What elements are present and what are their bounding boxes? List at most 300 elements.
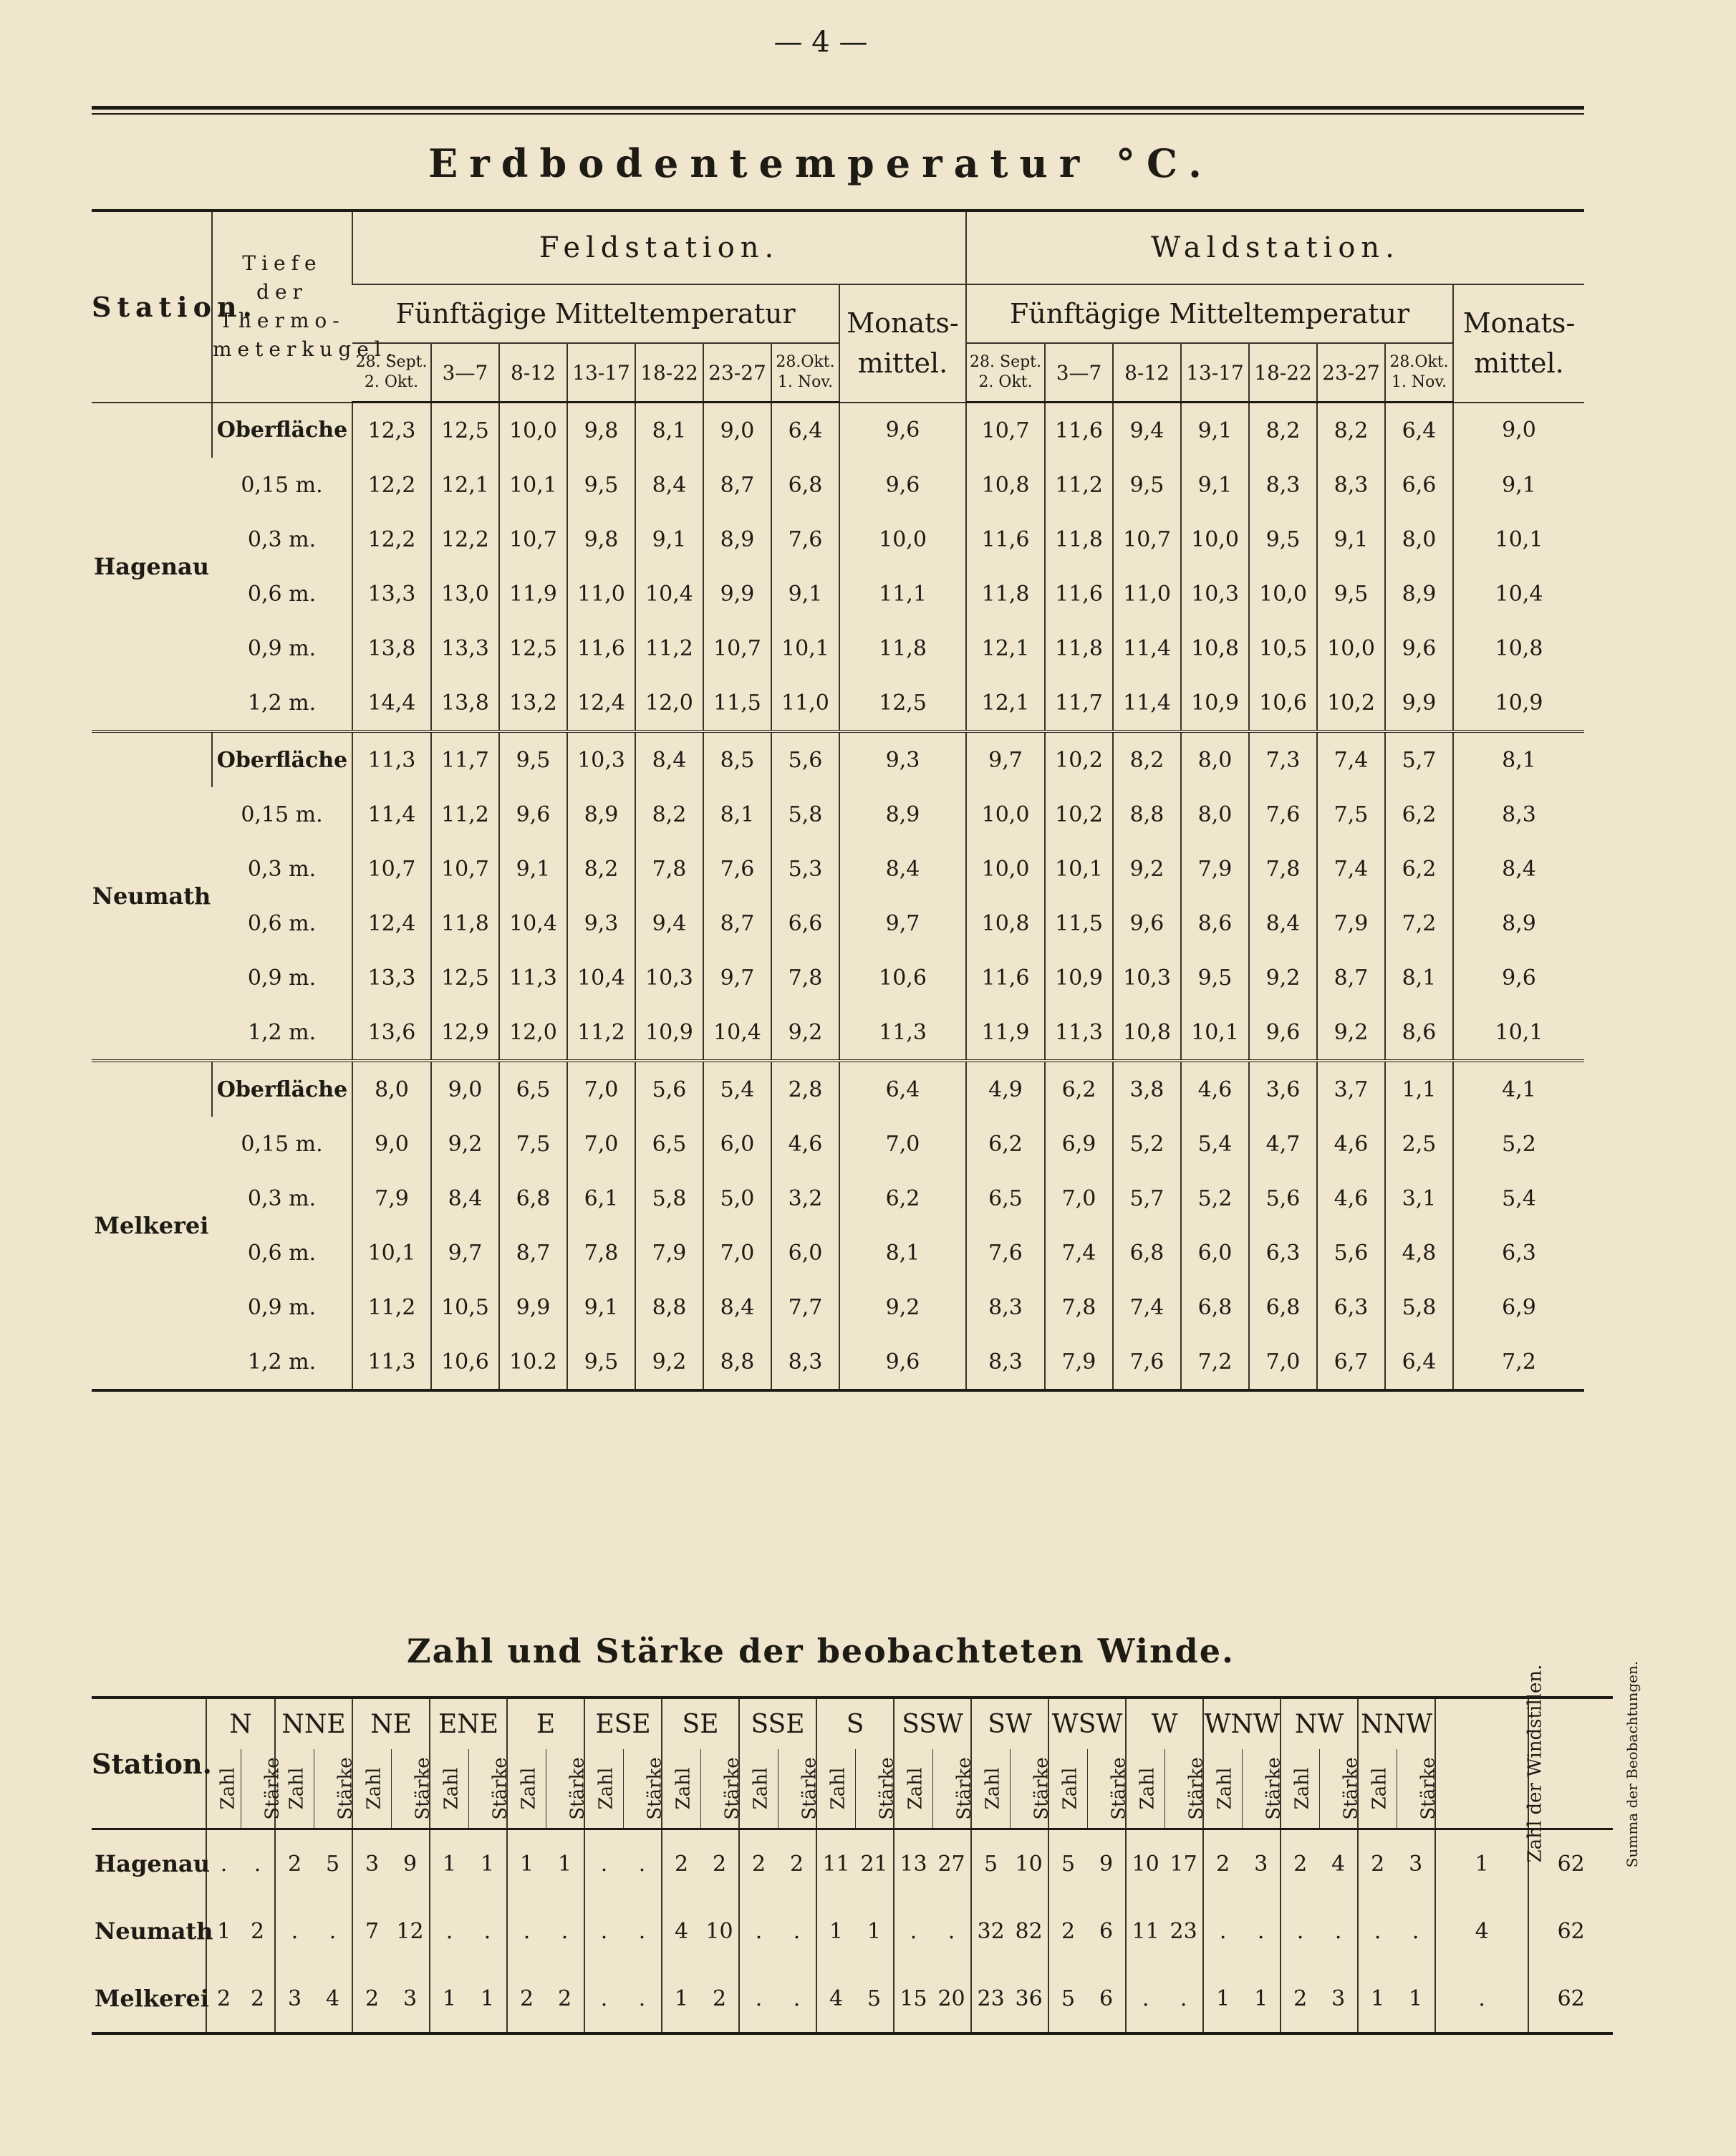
wind-value-cell: .: [1203, 1897, 1242, 1965]
wind-direction-header: ENE: [430, 1698, 507, 1749]
soil-table-row: [92, 951, 1584, 1005]
period-header: 28. Sept. 2. Okt.: [966, 343, 1045, 403]
feld-temperature-cell: 12,3: [352, 403, 431, 458]
depth-label: Oberfläche: [212, 731, 352, 787]
wind-value-cell: 7: [352, 1897, 391, 1965]
feld-temperature-cell: 13,3: [431, 621, 499, 675]
feld-monthly-mean-cell: 9,6: [839, 458, 966, 512]
wind-value-cell: .: [894, 1897, 932, 1965]
feld-monthly-mean-cell: 10,6: [839, 951, 966, 1005]
wald-temperature-cell: 10,0: [966, 842, 1045, 896]
wind-value-cell: 23: [1170, 1918, 1197, 1944]
wind-value-cell: 9: [402, 1851, 418, 1877]
feld-temperature-cell: 7,0: [703, 1226, 771, 1280]
depth-label: 0,6 m.: [247, 1240, 317, 1266]
winds-table-body: [92, 1829, 1613, 2034]
wind-value-cell: .: [584, 1897, 623, 1965]
wald-temperature-cell: 9,6: [1113, 896, 1181, 951]
wind-staerke-subheader: [1242, 1749, 1285, 1829]
feld-temperature-cell: 9,0: [703, 403, 771, 458]
period-header: 18-22: [1249, 343, 1317, 403]
wald-temperature-cell: 10,8: [966, 896, 1045, 951]
wind-zahl-subheader: [662, 1749, 700, 1829]
depth-label: 0,15 m.: [241, 1131, 323, 1157]
wald-temperature-cell: 6,4: [1385, 1334, 1453, 1390]
wind-value-cell: 2: [712, 1851, 727, 1877]
wald-monthly-mean-cell: 10,4: [1453, 567, 1584, 621]
feld-temperature-cell: 6,6: [771, 896, 839, 951]
wald-temperature-cell: 1,1: [1385, 1061, 1453, 1117]
wind-value-cell: 5: [1048, 1829, 1087, 1898]
wind-value-cell: 1: [1254, 1986, 1268, 2011]
wald-temperature-cell: 4,9: [966, 1061, 1045, 1117]
wind-zahl-subheader: [352, 1749, 391, 1829]
feld-temperature-cell: 6,0: [703, 1117, 771, 1171]
wind-zahl-label: Zahl: [1059, 1767, 1081, 1810]
wind-zahl-subheader: [971, 1749, 1010, 1829]
wald-temperature-cell: 3,6: [1249, 1061, 1317, 1117]
wind-value-cell: .: [638, 1918, 646, 1944]
depth-label: 0,15 m.: [241, 802, 323, 827]
wald-monthly-mean-cell: 9,0: [1453, 403, 1584, 458]
feld-temperature-cell: 10,9: [635, 1005, 703, 1061]
wind-value-cell: 1: [1409, 1986, 1423, 2011]
feld-temperature-cell: 7,9: [352, 1171, 431, 1226]
depth-label: Oberfläche: [212, 1061, 352, 1117]
wind-value-cell: 1: [480, 1851, 495, 1877]
feld-temperature-cell: 11,2: [431, 787, 499, 842]
depth-label: 0,3 m.: [247, 1185, 317, 1211]
soil-table-row: [92, 842, 1584, 896]
soil-table-row: [92, 1171, 1584, 1226]
feld-temperature-cell: 10,1: [771, 621, 839, 675]
wind-value-cell: .: [638, 1851, 646, 1877]
wind-zahl-subheader: [1048, 1749, 1087, 1829]
feld-temperature-cell: 10,7: [431, 842, 499, 896]
feld-temperature-cell: 6,5: [499, 1061, 567, 1117]
feld-temperature-cell: 7,8: [567, 1226, 635, 1280]
winds-title: Zahl und Stärke der beobachteten Winde.: [407, 1632, 1235, 1670]
wald-temperature-cell: 7,2: [1385, 896, 1453, 951]
wald-monthly-mean-cell: 6,9: [1453, 1280, 1584, 1334]
wind-direction-header: ESE: [584, 1698, 662, 1749]
wald-temperature-cell: 10,0: [1181, 512, 1249, 567]
feld-temperature-cell: 8,1: [635, 403, 703, 458]
wald-monthly-mean-cell: 4,1: [1453, 1061, 1584, 1117]
feld-temperature-cell: 13,8: [352, 621, 431, 675]
feld-temperature-cell: 8,7: [499, 1226, 567, 1280]
soil-table-row: [92, 567, 1584, 621]
wind-zahl-label: Zahl: [286, 1767, 308, 1810]
wind-zahl-label: Zahl: [1369, 1767, 1391, 1810]
wald-temperature-cell: 10,0: [966, 787, 1045, 842]
period-header: 13-17: [1181, 343, 1249, 403]
wald-temperature-cell: 10,0: [1249, 567, 1317, 621]
wind-zahl-subheader: [816, 1749, 855, 1829]
wald-temperature-cell: 4,6: [1317, 1171, 1385, 1226]
feld-monthly-mean-cell: 8,9: [839, 787, 966, 842]
wind-value-cell: .: [947, 1918, 955, 1944]
feld-temperature-cell: 13,8: [431, 675, 499, 731]
wind-value-cell: 4: [325, 1986, 340, 2011]
wald-monthly-header: Monats- mittel.: [1453, 284, 1584, 403]
wind-value-cell: 1: [430, 1965, 468, 2034]
wald-temperature-cell: 9,2: [1113, 842, 1181, 896]
wald-temperature-cell: 6,2: [1045, 1061, 1113, 1117]
wind-staerke-subheader: [468, 1749, 511, 1829]
wind-value-cell: 2: [275, 1829, 314, 1898]
wald-temperature-cell: 7,6: [966, 1226, 1045, 1280]
wind-value-cell: 36: [1015, 1986, 1043, 2011]
wind-value-cell: 1: [480, 1986, 495, 2011]
soil-table-row: [92, 1061, 1584, 1117]
feld-temperature-cell: 11,8: [431, 896, 499, 951]
feld-temperature-cell: 9,2: [771, 1005, 839, 1061]
wald-monthly-mean-cell: 6,3: [1453, 1226, 1584, 1280]
feld-temperature-cell: 10.2: [499, 1334, 567, 1390]
depth-label: 0,6 m.: [247, 581, 317, 607]
wald-temperature-cell: 11,6: [966, 512, 1045, 567]
wind-value-cell: 1: [206, 1897, 241, 1965]
wald-temperature-cell: 10,9: [1045, 951, 1113, 1005]
soil-table-row: [92, 896, 1584, 951]
feld-temperature-cell: 3,2: [771, 1171, 839, 1226]
soil-table-row: [92, 1226, 1584, 1280]
feld-temperature-cell: 12,4: [352, 896, 431, 951]
wald-monthly-mean-cell: 5,2: [1453, 1117, 1584, 1171]
wald-temperature-cell: 10,2: [1317, 675, 1385, 731]
wind-value-cell: 2: [1048, 1897, 1087, 1965]
wald-temperature-cell: 3,7: [1317, 1061, 1385, 1117]
wind-staerke-subheader: [1087, 1749, 1130, 1829]
wind-calm-cell: 1: [1435, 1829, 1528, 1898]
wind-value-cell: 2: [712, 1986, 727, 2011]
wald-temperature-cell: 7,4: [1113, 1280, 1181, 1334]
wald-monthly-mean-cell: 8,1: [1453, 731, 1584, 787]
feld-temperature-cell: 11,0: [771, 675, 839, 731]
feld-temperature-cell: 9,1: [499, 842, 567, 896]
wind-direction-header: NE: [352, 1698, 430, 1749]
wind-value-cell: 32: [971, 1897, 1010, 1965]
wald-temperature-cell: 9,5: [1249, 512, 1317, 567]
feld-temperature-cell: 9,5: [499, 731, 567, 787]
wald-temperature-cell: 8,0: [1181, 787, 1249, 842]
wind-zahl-label: Zahl: [672, 1767, 695, 1810]
wind-value-cell: 21: [860, 1851, 888, 1877]
wald-temperature-cell: 6,8: [1181, 1280, 1249, 1334]
wald-monthly-mean-cell: 8,3: [1453, 787, 1584, 842]
wald-temperature-cell: 7,8: [1249, 842, 1317, 896]
wald-temperature-cell: 5,2: [1181, 1171, 1249, 1226]
feld-monthly-mean-cell: 6,4: [839, 1061, 966, 1117]
wald-monthly-mean-cell: 8,4: [1453, 842, 1584, 896]
wind-value-cell: 1: [507, 1829, 546, 1898]
wald-temperature-cell: 6,2: [966, 1117, 1045, 1171]
feld-temperature-cell: 12,2: [352, 512, 431, 567]
wind-staerke-label: Stärke: [412, 1757, 434, 1820]
feld-temperature-cell: 11,3: [352, 731, 431, 787]
feld-temperature-cell: 11,6: [567, 621, 635, 675]
wind-table-row: [92, 1829, 1613, 1898]
wald-temperature-cell: 9,1: [1181, 403, 1249, 458]
wald-monthly-mean-cell: 8,9: [1453, 896, 1584, 951]
wind-calm-label: Zahl der Windstillen.: [1524, 1664, 1546, 1863]
feld-temperature-cell: 8,3: [771, 1334, 839, 1390]
feld-temperature-cell: 8,4: [635, 458, 703, 512]
feld-temperature-cell: 10,7: [499, 512, 567, 567]
wind-value-cell: .: [1334, 1918, 1342, 1944]
wind-zahl-label: Zahl: [827, 1767, 849, 1810]
feld-temperature-cell: 9,1: [771, 567, 839, 621]
wind-value-cell: .: [275, 1897, 314, 1965]
feld-temperature-cell: 7,5: [499, 1117, 567, 1171]
wald-temperature-cell: 11,6: [966, 951, 1045, 1005]
feld-temperature-cell: 8,8: [703, 1334, 771, 1390]
period-header: 28.Okt. 1. Nov.: [771, 343, 839, 403]
depth-label: 0,6 m.: [247, 910, 317, 936]
waldstation-header: Waldstation.: [966, 211, 1584, 284]
depth-label: 0,9 m.: [247, 1294, 317, 1320]
wald-temperature-cell: 10,8: [966, 458, 1045, 512]
feld-temperature-cell: 10,3: [567, 731, 635, 787]
depth-label: 1,2 m.: [212, 675, 352, 731]
wind-value-cell: 5: [971, 1829, 1010, 1898]
soil-table-row: [92, 787, 1584, 842]
wald-temperature-cell: 6,3: [1317, 1280, 1385, 1334]
feld-temperature-cell: 8,7: [703, 458, 771, 512]
wald-temperature-cell: 12,1: [966, 675, 1045, 731]
wind-value-cell: .: [483, 1918, 491, 1944]
feld-temperature-cell: 8,2: [567, 842, 635, 896]
wald-temperature-cell: 6,4: [1385, 403, 1453, 458]
wind-staerke-subheader: [932, 1749, 975, 1829]
period-header: 23-27: [1317, 343, 1385, 403]
wind-value-cell: 2: [662, 1829, 700, 1898]
wald-temperature-cell: 10,9: [1181, 675, 1249, 731]
wind-staerke-label: Stärke: [721, 1757, 743, 1820]
wald-temperature-cell: 11,8: [1045, 621, 1113, 675]
wind-zahl-subheader: [894, 1749, 932, 1829]
wind-value-cell: .: [1126, 1965, 1164, 2034]
wald-temperature-cell: 11,5: [1045, 896, 1113, 951]
period-header: 28. Sept. 2. Okt.: [352, 343, 431, 403]
wind-value-cell: 2: [1281, 1829, 1319, 1898]
wind-total-cell: 62: [1528, 1897, 1613, 1965]
feld-temperature-cell: 9,9: [703, 567, 771, 621]
feld-temperature-cell: 8,0: [352, 1061, 431, 1117]
wind-staerke-subheader: [778, 1749, 821, 1829]
wind-value-cell: 13: [894, 1829, 932, 1898]
feld-temperature-cell: 7,9: [635, 1226, 703, 1280]
feld-monthly-mean-cell: 11,8: [839, 621, 966, 675]
page-number: — 4 —: [773, 26, 868, 59]
wind-direction-header: W: [1126, 1698, 1203, 1749]
wind-zahl-subheader: [507, 1749, 546, 1829]
wind-staerke-label: Stärke: [1263, 1757, 1285, 1820]
wald-temperature-cell: 8,0: [1385, 512, 1453, 567]
wind-value-cell: 82: [1015, 1918, 1043, 1944]
wind-zahl-subheader: [1358, 1749, 1397, 1829]
feld-temperature-cell: 13,3: [352, 951, 431, 1005]
depth-label: 1,2 m.: [212, 1005, 352, 1061]
wald-temperature-cell: 8,3: [966, 1280, 1045, 1334]
wald-temperature-cell: 2,5: [1385, 1117, 1453, 1171]
wald-temperature-cell: 7,4: [1045, 1226, 1113, 1280]
wald-temperature-cell: 11,8: [1045, 512, 1113, 567]
top-rule: [92, 106, 1584, 110]
wald-temperature-cell: 8,3: [1249, 458, 1317, 512]
wind-staerke-subheader: [314, 1749, 357, 1829]
wind-zahl-subheader: [1203, 1749, 1242, 1829]
wald-temperature-cell: 7,2: [1181, 1334, 1249, 1390]
wald-temperature-cell: 8,8: [1113, 787, 1181, 842]
feld-temperature-cell: 9,0: [352, 1117, 431, 1171]
wald-temperature-cell: 10,6: [1249, 675, 1317, 731]
wald-monthly-mean-cell: 9,1: [1453, 458, 1584, 512]
feld-temperature-cell: 5,4: [703, 1061, 771, 1117]
wald-temperature-cell: 11,4: [1113, 621, 1181, 675]
wind-staerke-subheader: [700, 1749, 743, 1829]
wind-table-row: [92, 1897, 1613, 1965]
wald-temperature-cell: 8,6: [1385, 1005, 1453, 1061]
wald-temperature-cell: 10,7: [966, 403, 1045, 458]
wald-temperature-cell: 6,2: [1385, 842, 1453, 896]
wald-temperature-cell: 9,1: [1317, 512, 1385, 567]
wind-staerke-label: Stärke: [953, 1757, 975, 1820]
period-header: 8-12: [499, 343, 567, 403]
feld-five-day-header: Fünftägige Mitteltemperatur: [352, 284, 839, 343]
feld-temperature-cell: 8,9: [567, 787, 635, 842]
soil-table-row: [92, 1117, 1584, 1171]
wind-staerke-label: Stärke: [261, 1757, 284, 1820]
feld-temperature-cell: 5,3: [771, 842, 839, 896]
feld-temperature-cell: 11,2: [635, 621, 703, 675]
feld-temperature-cell: 12,5: [431, 951, 499, 1005]
wald-temperature-cell: 4,6: [1317, 1117, 1385, 1171]
feld-monthly-mean-cell: 9,7: [839, 896, 966, 951]
soil-temperature-table: [92, 209, 1584, 1392]
wind-staerke-subheader: [1164, 1749, 1207, 1829]
wald-temperature-cell: 11,6: [1045, 567, 1113, 621]
wind-value-cell: 10: [1015, 1851, 1043, 1877]
depth-label: 0,3 m.: [247, 526, 317, 552]
feld-temperature-cell: 9,0: [431, 1061, 499, 1117]
wind-value-cell: 27: [937, 1851, 965, 1877]
wind-value-cell: 1: [430, 1829, 468, 1898]
period-header: 3—7: [1045, 343, 1113, 403]
wald-temperature-cell: 10,7: [1113, 512, 1181, 567]
period-header: 13-17: [567, 343, 635, 403]
feld-temperature-cell: 7,6: [771, 512, 839, 567]
feld-temperature-cell: 12,1: [431, 458, 499, 512]
wald-temperature-cell: 8,1: [1385, 951, 1453, 1005]
wald-monthly-mean-cell: 10,1: [1453, 512, 1584, 567]
wald-temperature-cell: 9,4: [1113, 403, 1181, 458]
wald-temperature-cell: 4,7: [1249, 1117, 1317, 1171]
wind-zahl-label: Zahl: [363, 1767, 385, 1810]
feld-monthly-mean-cell: 11,3: [839, 1005, 966, 1061]
wald-temperature-cell: 5,7: [1385, 731, 1453, 787]
feld-temperature-cell: 11,3: [499, 951, 567, 1005]
feld-temperature-cell: 13,6: [352, 1005, 431, 1061]
feld-temperature-cell: 9,2: [635, 1334, 703, 1390]
wald-temperature-cell: 8,3: [1317, 458, 1385, 512]
feld-temperature-cell: 11,0: [567, 567, 635, 621]
feld-temperature-cell: 9,4: [635, 896, 703, 951]
wald-monthly-mean-cell: 5,4: [1453, 1171, 1584, 1226]
wald-temperature-cell: 7,4: [1317, 731, 1385, 787]
feld-temperature-cell: 12,0: [635, 675, 703, 731]
wald-temperature-cell: 8,7: [1317, 951, 1385, 1005]
wind-value-cell: 9: [1099, 1851, 1114, 1877]
wald-temperature-cell: 9,6: [1249, 1005, 1317, 1061]
feld-temperature-cell: 8,4: [635, 731, 703, 787]
depth-label: Oberfläche: [212, 403, 352, 458]
feld-temperature-cell: 7,7: [771, 1280, 839, 1334]
wind-value-cell: .: [206, 1829, 241, 1898]
wind-value-cell: 3: [275, 1965, 314, 2034]
wald-temperature-cell: 8,2: [1113, 731, 1181, 787]
feld-temperature-cell: 9,9: [499, 1280, 567, 1334]
wald-temperature-cell: 6,5: [966, 1171, 1045, 1226]
wind-value-cell: 4: [1331, 1851, 1346, 1877]
wind-value-cell: 1: [662, 1965, 700, 2034]
feld-temperature-cell: 11,4: [352, 787, 431, 842]
feld-temperature-cell: 10,5: [431, 1280, 499, 1334]
feld-temperature-cell: 5,8: [635, 1171, 703, 1226]
wald-temperature-cell: 7,3: [1249, 731, 1317, 787]
wind-direction-header: WNW: [1203, 1698, 1281, 1749]
wald-temperature-cell: 10,2: [1045, 731, 1113, 787]
wind-staerke-label: Stärke: [489, 1757, 511, 1820]
wind-value-cell: 20: [937, 1986, 965, 2011]
wald-temperature-cell: 5,6: [1317, 1226, 1385, 1280]
feld-temperature-cell: 13,0: [431, 567, 499, 621]
wind-staerke-label: Stärke: [1340, 1757, 1362, 1820]
wind-value-cell: 2: [250, 1986, 265, 2011]
wald-temperature-cell: 5,6: [1249, 1171, 1317, 1226]
wind-zahl-subheader: [1126, 1749, 1164, 1829]
wind-staerke-subheader: [623, 1749, 666, 1829]
wald-temperature-cell: 10,5: [1249, 621, 1317, 675]
feld-temperature-cell: 5,8: [771, 787, 839, 842]
wind-value-cell: .: [1257, 1918, 1265, 1944]
feld-temperature-cell: 6,8: [771, 458, 839, 512]
feld-temperature-cell: 10,7: [352, 842, 431, 896]
feld-temperature-cell: 10,7: [703, 621, 771, 675]
wald-temperature-cell: 11,2: [1045, 458, 1113, 512]
feld-monthly-mean-cell: 9,6: [839, 1334, 966, 1390]
wind-value-cell: .: [1412, 1918, 1419, 1944]
depth-label: 0,15 m.: [241, 472, 323, 498]
wind-total-cell: 62: [1528, 1965, 1613, 2034]
feld-temperature-cell: 12,5: [431, 403, 499, 458]
wind-direction-header: N: [206, 1698, 275, 1749]
wind-direction-header: SE: [662, 1698, 739, 1749]
wald-temperature-cell: 3,8: [1113, 1061, 1181, 1117]
feld-temperature-cell: 5,6: [635, 1061, 703, 1117]
wald-temperature-cell: 9,7: [966, 731, 1045, 787]
feld-temperature-cell: 9,7: [431, 1226, 499, 1280]
wald-temperature-cell: 4,6: [1181, 1061, 1249, 1117]
wind-staerke-subheader: [241, 1749, 284, 1829]
feld-temperature-cell: 11,2: [352, 1280, 431, 1334]
soil-table-row: [92, 1280, 1584, 1334]
soil-table-row: [92, 621, 1584, 675]
station-name: Neumath: [92, 731, 212, 1061]
feld-temperature-cell: 6,4: [771, 403, 839, 458]
feld-temperature-cell: 7,0: [567, 1061, 635, 1117]
